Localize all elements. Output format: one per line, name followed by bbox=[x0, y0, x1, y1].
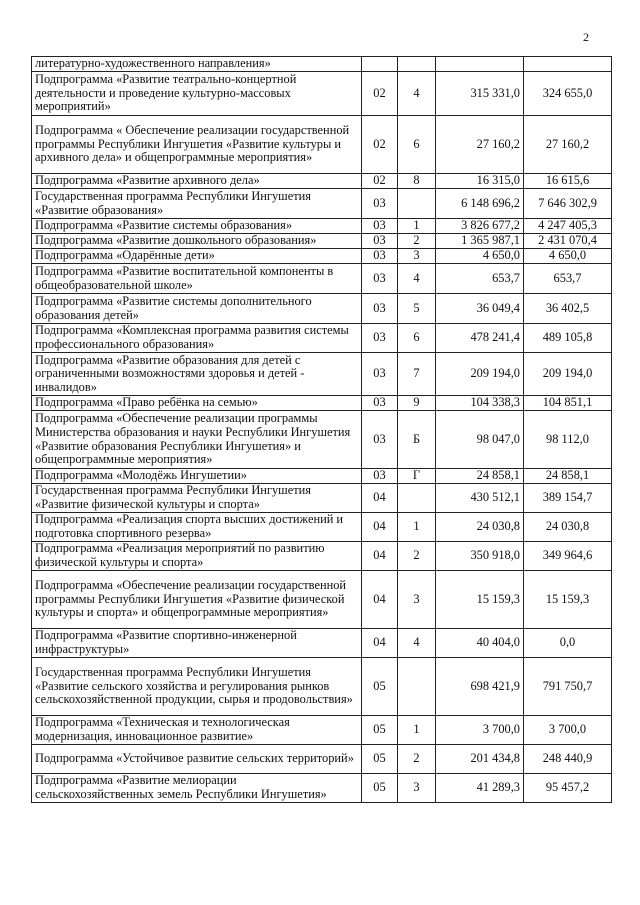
row-name-cell: Подпрограмма «Реализация спорта высших достижений и подготовка спортивного резерва» bbox=[32, 513, 362, 542]
subsection-code-cell: 3 bbox=[398, 249, 436, 264]
section-code-cell: 03 bbox=[362, 189, 398, 219]
table-row bbox=[32, 396, 612, 411]
amount-year2-cell: 791 750,7 bbox=[524, 658, 612, 716]
section-code-cell: 04 bbox=[362, 629, 398, 658]
subsection-code-cell: 6 bbox=[398, 116, 436, 174]
amount-year2-cell: 653,7 bbox=[524, 264, 612, 294]
subsection-code-cell: 2 bbox=[398, 542, 436, 571]
amount-year1-cell bbox=[436, 57, 524, 72]
section-code-cell: 03 bbox=[362, 234, 398, 249]
section-code-cell: 05 bbox=[362, 716, 398, 745]
amount-year1-cell: 24 858,1 bbox=[436, 469, 524, 484]
row-name-cell: Подпрограмма «Развитие образования для детей с ограниченными возможностями здоровья и детей - инвалидов» bbox=[32, 353, 362, 396]
amount-year2-cell: 36 402,5 bbox=[524, 294, 612, 324]
amount-year1-cell: 40 404,0 bbox=[436, 629, 524, 658]
amount-year1-cell: 41 289,3 bbox=[436, 774, 524, 803]
table-row bbox=[32, 72, 612, 116]
row-name-cell: Государственная программа Республики Ингушетия «Развитие образования» bbox=[32, 189, 362, 219]
subsection-code-cell: 3 bbox=[398, 774, 436, 803]
subsection-code-cell: 4 bbox=[398, 264, 436, 294]
row-name-cell: Подпрограмма «Развитие воспитательной компоненты в общеобразовательной школе» bbox=[32, 264, 362, 294]
amount-year1-cell: 478 241,4 bbox=[436, 324, 524, 353]
table-row bbox=[32, 294, 612, 324]
table-row bbox=[32, 411, 612, 469]
subsection-code-cell: 6 bbox=[398, 324, 436, 353]
subsection-code-cell: Г bbox=[398, 469, 436, 484]
section-code-cell: 03 bbox=[362, 469, 398, 484]
subsection-code-cell: 2 bbox=[398, 234, 436, 249]
table-row bbox=[32, 219, 612, 234]
subsection-code-cell: 3 bbox=[398, 571, 436, 629]
amount-year2-cell: 24 858,1 bbox=[524, 469, 612, 484]
table-row bbox=[32, 774, 612, 803]
amount-year1-cell: 3 826 677,2 bbox=[436, 219, 524, 234]
amount-year2-cell: 24 030,8 bbox=[524, 513, 612, 542]
amount-year1-cell: 98 047,0 bbox=[436, 411, 524, 469]
row-name-cell: Подпрограмма «Одарённые дети» bbox=[32, 249, 362, 264]
subsection-code-cell: 2 bbox=[398, 745, 436, 774]
section-code-cell: 02 bbox=[362, 72, 398, 116]
amount-year1-cell: 27 160,2 bbox=[436, 116, 524, 174]
table-row bbox=[32, 234, 612, 249]
subsection-code-cell: 5 bbox=[398, 294, 436, 324]
amount-year1-cell: 698 421,9 bbox=[436, 658, 524, 716]
amount-year1-cell: 16 315,0 bbox=[436, 174, 524, 189]
subsection-code-cell: 1 bbox=[398, 219, 436, 234]
amount-year2-cell: 489 105,8 bbox=[524, 324, 612, 353]
amount-year1-cell: 350 918,0 bbox=[436, 542, 524, 571]
section-code-cell: 03 bbox=[362, 353, 398, 396]
subsection-code-cell: 1 bbox=[398, 716, 436, 745]
row-name-cell: Подпрограмма « Обеспечение реализации государственной программы Республики Ингушетия «Развитие культуры и архивного дела» и общепрограммные мероприятия» bbox=[32, 116, 362, 174]
row-name-cell: Подпрограмма «Развитие мелиорации сельскохозяйственных земель Республики Ингушетия» bbox=[32, 774, 362, 803]
table-row bbox=[32, 57, 612, 72]
row-name-cell: литературно-художественного направления» bbox=[32, 57, 362, 72]
amount-year1-cell: 201 434,8 bbox=[436, 745, 524, 774]
amount-year1-cell: 1 365 987,1 bbox=[436, 234, 524, 249]
row-name-cell: Подпрограмма «Обеспечение реализации программы Министерства образования и науки Республики Ингушетия «Развитие образования Республики Ингушетия» и общепрограммные мероприятия» bbox=[32, 411, 362, 469]
row-name-cell: Подпрограмма «Обеспечение реализации государственной программы Республики Ингушетия «Развитие физической культуры и спорта» и общепрограммные мероприятия» bbox=[32, 571, 362, 629]
amount-year1-cell: 430 512,1 bbox=[436, 484, 524, 513]
table-row bbox=[32, 629, 612, 658]
subsection-code-cell bbox=[398, 189, 436, 219]
amount-year2-cell: 248 440,9 bbox=[524, 745, 612, 774]
amount-year2-cell: 95 457,2 bbox=[524, 774, 612, 803]
section-code-cell: 05 bbox=[362, 658, 398, 716]
section-code-cell: 03 bbox=[362, 294, 398, 324]
amount-year2-cell bbox=[524, 57, 612, 72]
table-row bbox=[32, 324, 612, 353]
amount-year1-cell: 36 049,4 bbox=[436, 294, 524, 324]
table-row bbox=[32, 658, 612, 716]
amount-year2-cell: 3 700,0 bbox=[524, 716, 612, 745]
row-name-cell: Подпрограмма «Развитие дошкольного образования» bbox=[32, 234, 362, 249]
table-row bbox=[32, 249, 612, 264]
section-code-cell: 04 bbox=[362, 542, 398, 571]
subsection-code-cell: 8 bbox=[398, 174, 436, 189]
row-name-cell: Подпрограмма «Техническая и технологическая модернизация, инновационное развитие» bbox=[32, 716, 362, 745]
amount-year2-cell: 16 615,6 bbox=[524, 174, 612, 189]
section-code-cell: 03 bbox=[362, 324, 398, 353]
section-code-cell: 03 bbox=[362, 396, 398, 411]
amount-year2-cell: 209 194,0 bbox=[524, 353, 612, 396]
row-name-cell: Подпрограмма «Развитие спортивно-инженерной инфраструктуры» bbox=[32, 629, 362, 658]
row-name-cell: Подпрограмма «Развитие системы образования» bbox=[32, 219, 362, 234]
table-row bbox=[32, 469, 612, 484]
amount-year1-cell: 4 650,0 bbox=[436, 249, 524, 264]
amount-year2-cell: 98 112,0 bbox=[524, 411, 612, 469]
subsection-code-cell: Б bbox=[398, 411, 436, 469]
table-row bbox=[32, 513, 612, 542]
amount-year2-cell: 104 851,1 bbox=[524, 396, 612, 411]
subsection-code-cell bbox=[398, 57, 436, 72]
budget-table bbox=[31, 56, 612, 803]
section-code-cell: 03 bbox=[362, 219, 398, 234]
amount-year1-cell: 15 159,3 bbox=[436, 571, 524, 629]
row-name-cell: Подпрограмма «Развитие архивного дела» bbox=[32, 174, 362, 189]
section-code-cell: 05 bbox=[362, 745, 398, 774]
row-name-cell: Подпрограмма «Реализация мероприятий по развитию физической культуры и спорта» bbox=[32, 542, 362, 571]
row-name-cell: Подпрограмма «Развитие театрально-концертной деятельности и проведение культурно-массовых мероприятий» bbox=[32, 72, 362, 116]
amount-year2-cell: 4 247 405,3 bbox=[524, 219, 612, 234]
amount-year2-cell: 27 160,2 bbox=[524, 116, 612, 174]
amount-year1-cell: 653,7 bbox=[436, 264, 524, 294]
table-row bbox=[32, 353, 612, 396]
table-row bbox=[32, 174, 612, 189]
section-code-cell: 04 bbox=[362, 571, 398, 629]
amount-year2-cell: 15 159,3 bbox=[524, 571, 612, 629]
budget-table-body bbox=[32, 57, 612, 803]
section-code-cell: 04 bbox=[362, 513, 398, 542]
row-name-cell: Государственная программа Республики Ингушетия «Развитие физической культуры и спорта» bbox=[32, 484, 362, 513]
section-code-cell: 03 bbox=[362, 411, 398, 469]
section-code-cell bbox=[362, 57, 398, 72]
table-row bbox=[32, 116, 612, 174]
amount-year1-cell: 104 338,3 bbox=[436, 396, 524, 411]
amount-year1-cell: 3 700,0 bbox=[436, 716, 524, 745]
amount-year2-cell: 349 964,6 bbox=[524, 542, 612, 571]
section-code-cell: 02 bbox=[362, 174, 398, 189]
row-name-cell: Подпрограмма «Молодёжь Ингушетии» bbox=[32, 469, 362, 484]
row-name-cell: Подпрограмма «Устойчивое развитие сельских территорий» bbox=[32, 745, 362, 774]
amount-year2-cell: 4 650,0 bbox=[524, 249, 612, 264]
subsection-code-cell: 4 bbox=[398, 72, 436, 116]
subsection-code-cell bbox=[398, 484, 436, 513]
amount-year1-cell: 209 194,0 bbox=[436, 353, 524, 396]
section-code-cell: 03 bbox=[362, 249, 398, 264]
subsection-code-cell bbox=[398, 658, 436, 716]
subsection-code-cell: 7 bbox=[398, 353, 436, 396]
table-row bbox=[32, 745, 612, 774]
row-name-cell: Подпрограмма «Право ребёнка на семью» bbox=[32, 396, 362, 411]
amount-year2-cell: 324 655,0 bbox=[524, 72, 612, 116]
section-code-cell: 03 bbox=[362, 264, 398, 294]
table-row bbox=[32, 716, 612, 745]
amount-year2-cell: 7 646 302,9 bbox=[524, 189, 612, 219]
amount-year1-cell: 6 148 696,2 bbox=[436, 189, 524, 219]
section-code-cell: 04 bbox=[362, 484, 398, 513]
table-row bbox=[32, 264, 612, 294]
page-number: 2 bbox=[583, 30, 589, 44]
section-code-cell: 02 bbox=[362, 116, 398, 174]
amount-year1-cell: 24 030,8 bbox=[436, 513, 524, 542]
row-name-cell: Государственная программа Республики Ингушетия «Развитие сельского хозяйства и регулирования рынков сельскохозяйственной продукции, сырья и продовольствия» bbox=[32, 658, 362, 716]
table-row bbox=[32, 571, 612, 629]
section-code-cell: 05 bbox=[362, 774, 398, 803]
subsection-code-cell: 1 bbox=[398, 513, 436, 542]
table-row bbox=[32, 542, 612, 571]
subsection-code-cell: 4 bbox=[398, 629, 436, 658]
row-name-cell: Подпрограмма «Развитие системы дополнительного образования детей» bbox=[32, 294, 362, 324]
amount-year2-cell: 389 154,7 bbox=[524, 484, 612, 513]
subsection-code-cell: 9 bbox=[398, 396, 436, 411]
amount-year2-cell: 0,0 bbox=[524, 629, 612, 658]
table-row bbox=[32, 484, 612, 513]
table-row bbox=[32, 189, 612, 219]
row-name-cell: Подпрограмма «Комплексная программа развития системы профессионального образования» bbox=[32, 324, 362, 353]
amount-year2-cell: 2 431 070,4 bbox=[524, 234, 612, 249]
amount-year1-cell: 315 331,0 bbox=[436, 72, 524, 116]
